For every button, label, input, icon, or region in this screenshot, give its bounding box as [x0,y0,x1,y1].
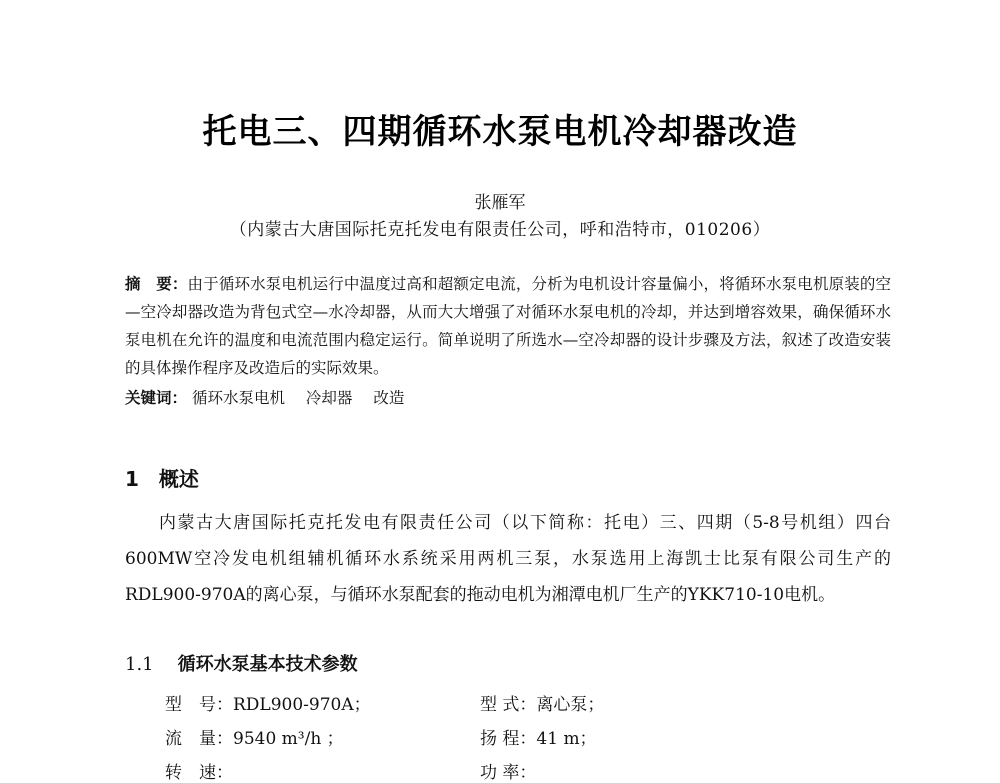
subsection-heading [125,650,358,676]
section-number: 1 [125,467,139,491]
param-right: 功 率： [480,763,537,783]
author-name: 张雁军 [474,193,526,213]
keyword-item: 循环水泵电机 [191,389,285,407]
param-row [165,724,597,749]
abstract [125,270,891,382]
keywords [125,386,420,410]
keyword-item: 改造 [373,389,405,407]
param-right: 型 式：离心泵； [480,695,605,715]
section-heading [125,463,199,492]
param-row [165,758,537,783]
param-left: 型 号：RDL900-970A； [165,695,371,715]
author-affiliation: （内蒙古大唐国际托克托发电有限责任公司，呼和浩特市，010206） [229,220,771,240]
subsection-title: 循环水泵基本技术参数 [177,654,358,675]
keyword-item: 冷却器 [305,389,353,407]
abstract-text: 由于循环水泵电机运行中温度过高和超额定电流，分析为电机设计容量偏小，将循环水泵电机原装的空—空冷却器改造为背包式空—水冷却器，从而大大增强了对循环水泵电机的冷却，并达到增容效果，确保循环水泵电机在允许的温度和电流范围内稳定运行。简单说明了所选水—空冷却器的设计步骤及方法，叙述了改造安装的具体操作程序及改造后的实际效果。 [125,275,891,377]
param-right: 扬 程：41 m； [480,729,597,749]
param-row [165,690,605,715]
keywords-label: 关键词： [125,389,188,407]
subsection-number: 1.1 [125,654,154,675]
abstract-label: 摘 要： [125,275,188,293]
param-left: 流 量：9540 m³/h ； [165,729,344,749]
section-title: 概述 [158,467,199,491]
body-paragraph: 内蒙古大唐国际托克托发电有限责任公司（以下简称：托电）三、四期（5-8号机组）四台600MW空冷发电机组辅机循环水系统采用两机三泵，水泵选用上海凯士比泵有限公司生产的RDL900-970A的离心泵，与循环水泵配套的拖动电机为湘潭电机厂生产的YKK710-10电机。 [125,513,891,605]
paper-title: 托电三、四期循环水泵电机冷却器改造 [202,112,798,152]
param-left: 转 速： [165,763,233,783]
